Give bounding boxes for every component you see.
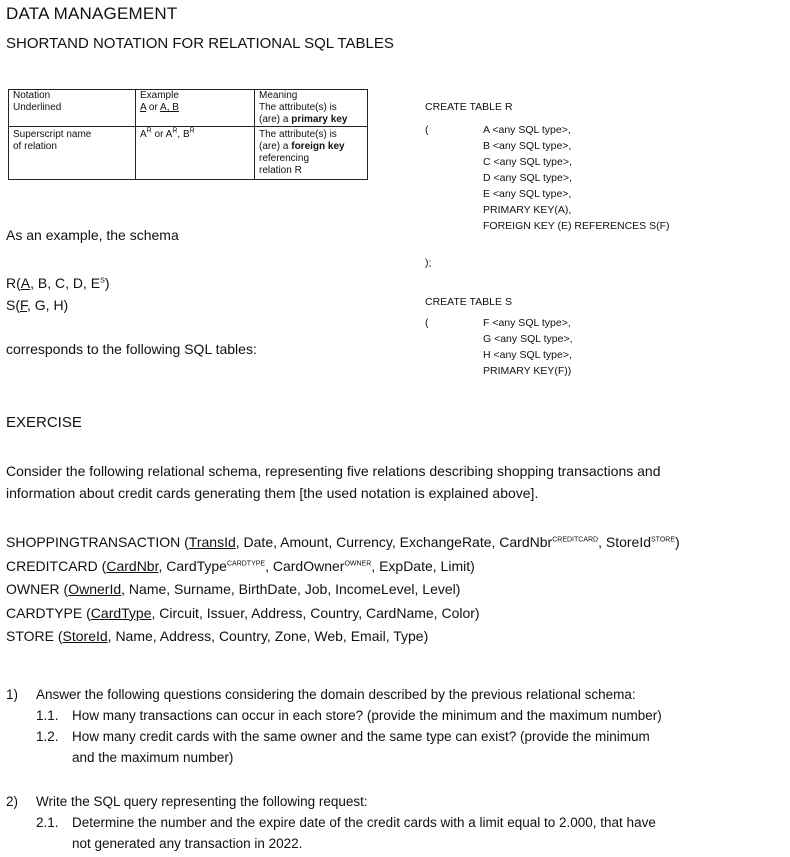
schema-s — [6, 297, 68, 313]
relation-sup: CREDITCARD — [552, 536, 599, 544]
schema-r-rest: , B, C, D, E — [30, 275, 101, 291]
relation-attrs: , Name, Address, Country, Zone, Web, Email, Type) — [107, 628, 429, 644]
meaning-line — [259, 114, 363, 126]
cell-notation-underlined: Underlined — [9, 102, 136, 127]
sql-line: A <any SQL type>, — [483, 124, 571, 136]
question-1-text: Answer the following questions considering the domain described by the previous relational schema: — [36, 687, 636, 702]
exercise-intro — [6, 460, 786, 504]
relation-attrs: , StoreId — [598, 534, 652, 550]
meaning-line: referencing — [259, 153, 310, 164]
sql-line: FOREIGN KEY (E) REFERENCES S(F) — [483, 220, 670, 232]
schema-s-prefix: S( — [6, 297, 20, 313]
sql-line: H <any SQL type>, — [483, 349, 572, 361]
schema-s-rest: , G, H) — [27, 297, 69, 313]
sql-line: D <any SQL type>, — [483, 172, 572, 184]
question-2-1-text — [72, 812, 656, 854]
question-1-1-text: How many transactions can occur in each store? (provide the minimum and the maximum number) — [72, 708, 662, 723]
example-ab: A, B — [160, 102, 179, 113]
sql-table-r-close: ); — [425, 257, 432, 269]
relation-attrs: , CardOwner — [265, 557, 345, 574]
header-example: Example — [136, 90, 255, 103]
meaning-line: The attribute(s) is — [259, 102, 337, 113]
table-row-spacer — [9, 177, 368, 180]
cell-example-underlined — [136, 102, 255, 127]
meaning-bold: primary key — [291, 114, 348, 125]
question-line: not generated any transaction in 2022. — [72, 836, 303, 851]
exercise-title: EXERCISE — [6, 414, 82, 431]
meaning-text: (are) a — [259, 114, 289, 125]
question-2-text: Write the SQL query representing the following request: — [36, 794, 368, 809]
example-or: or — [148, 102, 158, 113]
relation-attrs: , CardType — [158, 557, 227, 574]
question-1-2-text — [72, 726, 650, 768]
relation-key: StoreId — [62, 628, 108, 644]
relation-attrs: , Date, Amount, Currency, ExchangeRate, CardNbr — [235, 534, 553, 550]
page-title: DATA MANAGEMENT — [6, 4, 178, 23]
sql-table-r-open: ( — [425, 124, 429, 136]
cell-meaning-primary — [255, 102, 368, 127]
schema-r-prefix: R( — [6, 275, 21, 291]
sql-table-s-open: ( — [425, 317, 429, 329]
cell-meaning-foreign — [255, 127, 368, 178]
schema-shopping — [6, 531, 680, 555]
meaning-bold: foreign key — [291, 141, 345, 152]
header-meaning: Meaning — [255, 90, 368, 103]
sql-table-s-body — [483, 315, 573, 379]
sql-line: PRIMARY KEY(F)) — [483, 365, 572, 377]
notation-table — [8, 89, 368, 180]
schema-r-close: ) — [104, 275, 110, 291]
corresponds-text: corresponds to the following SQL tables: — [6, 341, 257, 357]
relation-name: SHOPPINGTRANSACTION ( — [6, 534, 189, 550]
schema-r-sup: S — [100, 277, 105, 285]
notation-line: of relation — [13, 141, 57, 152]
relation-sup: OWNER — [344, 559, 372, 567]
schema-cardtype — [6, 602, 680, 626]
question-line: Determine the number and the expire date of the credit cards with a limit equal to 2.000, that have — [72, 815, 656, 830]
example-a: A — [165, 129, 173, 140]
sql-line: B <any SQL type>, — [483, 140, 572, 152]
cell-notation-superscript — [9, 127, 136, 178]
schema-store — [6, 625, 680, 649]
relation-name: OWNER ( — [6, 581, 69, 597]
page-subtitle: SHORTAND NOTATION FOR RELATIONAL SQL TABLES — [6, 35, 394, 52]
table-header-row — [9, 90, 368, 103]
exercise-schema — [6, 531, 680, 649]
question-1-2-num: 1.2. — [36, 729, 59, 744]
relation-attrs: , Name, Surname, BirthDate, Job, IncomeLevel, Level) — [121, 581, 461, 597]
schema-owner — [6, 578, 680, 602]
meaning-line — [259, 141, 363, 153]
intro-line: information about credit cards generating them [the used notation is explained above]. — [6, 485, 539, 501]
meaning-line: The attribute(s) is — [259, 129, 337, 140]
notation-line: Superscript name — [13, 129, 92, 140]
question-line: How many credit cards with the same owner and the same type can exist? (provide the minimum — [72, 729, 650, 744]
relation-sup: STORE — [651, 536, 676, 544]
relation-name: CARDTYPE ( — [6, 604, 91, 621]
relation-key: CardNbr — [106, 557, 159, 574]
question-2-num: 2) — [6, 794, 19, 809]
example-intro: As an example, the schema — [6, 227, 179, 243]
sql-line: E <any SQL type>, — [483, 188, 572, 200]
table-row-underlined — [9, 102, 368, 127]
meaning-line: relation R — [259, 165, 302, 176]
sql-table-s-header: CREATE TABLE S — [425, 296, 512, 308]
example-sup: R — [146, 127, 152, 135]
schema-r — [6, 275, 109, 291]
question-1-1-num: 1.1. — [36, 708, 59, 723]
example-sup: R — [172, 127, 178, 135]
question-2-1-num: 2.1. — [36, 815, 59, 830]
relation-key: TransId — [188, 534, 236, 550]
intro-line: Consider the following relational schema, representing five relations describing shopping transactions and — [6, 463, 661, 479]
example-b: B — [182, 129, 190, 140]
header-notation: Notation — [9, 90, 136, 103]
relation-sup: CARDTYPE — [226, 559, 266, 567]
schema-creditcard — [6, 555, 680, 579]
example-a: A — [140, 102, 147, 113]
sql-line: C <any SQL type>, — [483, 156, 572, 168]
schema-r-key: A — [20, 275, 31, 291]
question-1-num: 1) — [6, 687, 19, 702]
relation-name: CREDITCARD ( — [6, 557, 107, 574]
cell-example-superscript: $A^R$ or $A^R$, $B^R$ — [136, 127, 255, 178]
example-a: A — [140, 129, 147, 140]
example-or: or — [154, 129, 164, 140]
relation-key: CardType — [90, 604, 152, 621]
relation-key: OwnerId — [68, 581, 122, 597]
schema-s-key: F — [20, 297, 27, 313]
table-row-superscript — [9, 127, 368, 178]
example-sup: R — [189, 127, 195, 135]
relation-attrs: , Circuit, Issuer, Address, Country, CardName, Color) — [151, 604, 480, 621]
sql-line: PRIMARY KEY(A), — [483, 204, 572, 216]
sql-table-r-body — [483, 122, 670, 234]
meaning-text: (are) a — [259, 141, 289, 152]
relation-name: STORE ( — [6, 628, 63, 644]
sql-table-r-header: CREATE TABLE R — [425, 101, 513, 113]
sql-line: G <any SQL type>, — [483, 333, 573, 345]
relation-close: ) — [675, 534, 680, 550]
relation-attrs: , ExpDate, Limit) — [371, 557, 475, 574]
sql-line: F <any SQL type>, — [483, 317, 571, 329]
question-line: and the maximum number) — [72, 750, 234, 765]
